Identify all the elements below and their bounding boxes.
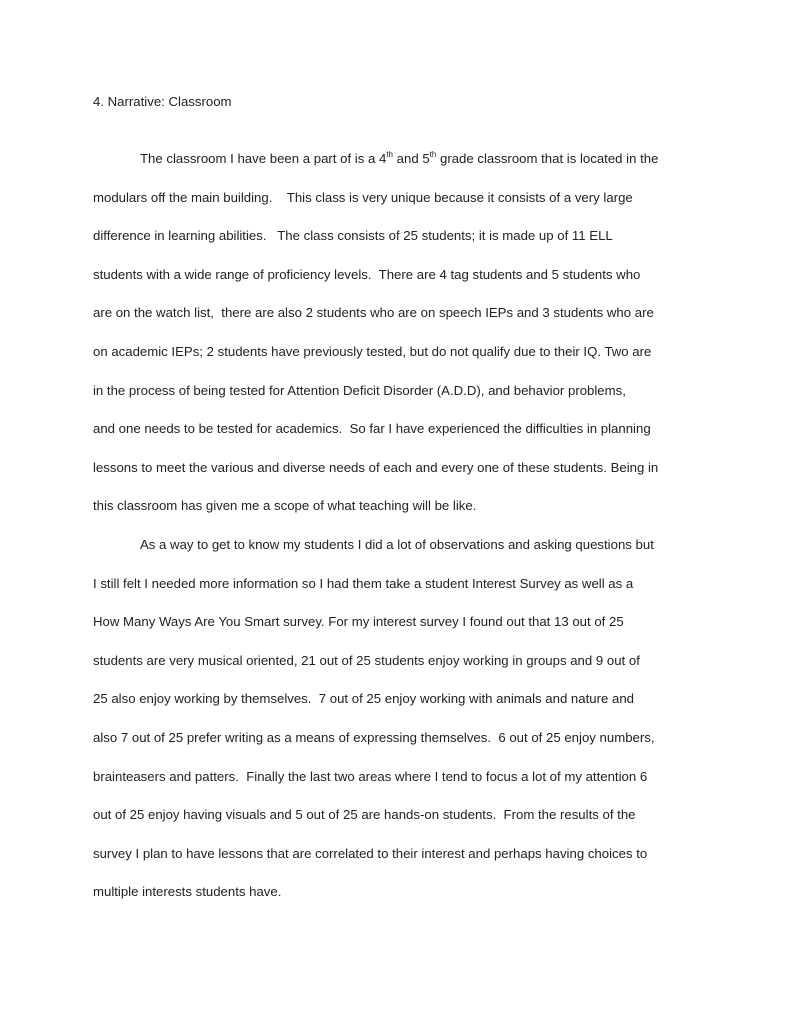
paragraph-line: multiple interests students have. (93, 884, 282, 900)
section-heading: 4. Narrative: Classroom (93, 94, 232, 109)
paragraph-line: out of 25 enjoy having visuals and 5 out of 25 are hands-on students. From the results of the (93, 807, 636, 823)
paragraph-line: in the process of being tested for Attention Deficit Disorder (A.D.D), and behavior problems, (93, 382, 626, 398)
paragraph-interest-survey (93, 526, 699, 912)
document-body (93, 91, 699, 912)
paragraph-line: survey I plan to have lessons that are correlated to their interest and perhaps having choices to (93, 845, 648, 861)
paragraph-line: brainteasers and patters. Finally the last two areas where I tend to focus a lot of my attention 6 (93, 768, 648, 784)
paragraph-line: The classroom I have been a part of is a 4th and 5th grade classroom that is located in the (140, 149, 659, 166)
paragraph-line: on academic IEPs; 2 students have previously tested, but do not qualify due to their IQ. Two are (93, 343, 652, 359)
ordinal-superscript: th (429, 149, 437, 159)
paragraph-line: modulars off the main building. This class is very unique because it consists of a very large (93, 189, 633, 205)
paragraph-line: How Many Ways Are You Smart survey. For my interest survey I found out that 13 out of 25 (93, 614, 624, 630)
paragraph-line: difference in learning abilities. The class consists of 25 students; it is made up of 11 ELL (93, 228, 613, 244)
paragraph-line: 25 also enjoy working by themselves. 7 out of 25 enjoy working with animals and nature and (93, 691, 634, 707)
paragraph-line: lessons to meet the various and diverse needs of each and every one of these students. Being in (93, 459, 659, 475)
paragraph-line: this classroom has given me a scope of what teaching will be like. (93, 498, 477, 514)
ordinal-superscript: th (386, 149, 393, 159)
paragraph-line: As a way to get to know my students I did a lot of observations and asking questions but (140, 536, 654, 552)
paragraph-line: also 7 out of 25 prefer writing as a means of expressing themselves. 6 out of 25 enjoy numbers, (93, 729, 655, 745)
paragraph-line: students are very musical oriented, 21 out of 25 students enjoy working in groups and 9 out of (93, 652, 640, 668)
paragraph-line: I still felt I needed more information so I had them take a student Interest Survey as well as a (93, 575, 634, 591)
paragraph-line: are on the watch list, there are also 2 students who are on speech IEPs and 3 students who are (93, 305, 654, 321)
paragraph-line: and one needs to be tested for academics. So far I have experienced the difficulties in planning (93, 421, 651, 437)
paragraph-line: students with a wide range of proficiency levels. There are 4 tag students and 5 students who (93, 266, 641, 282)
paragraph-classroom-description (93, 140, 699, 526)
